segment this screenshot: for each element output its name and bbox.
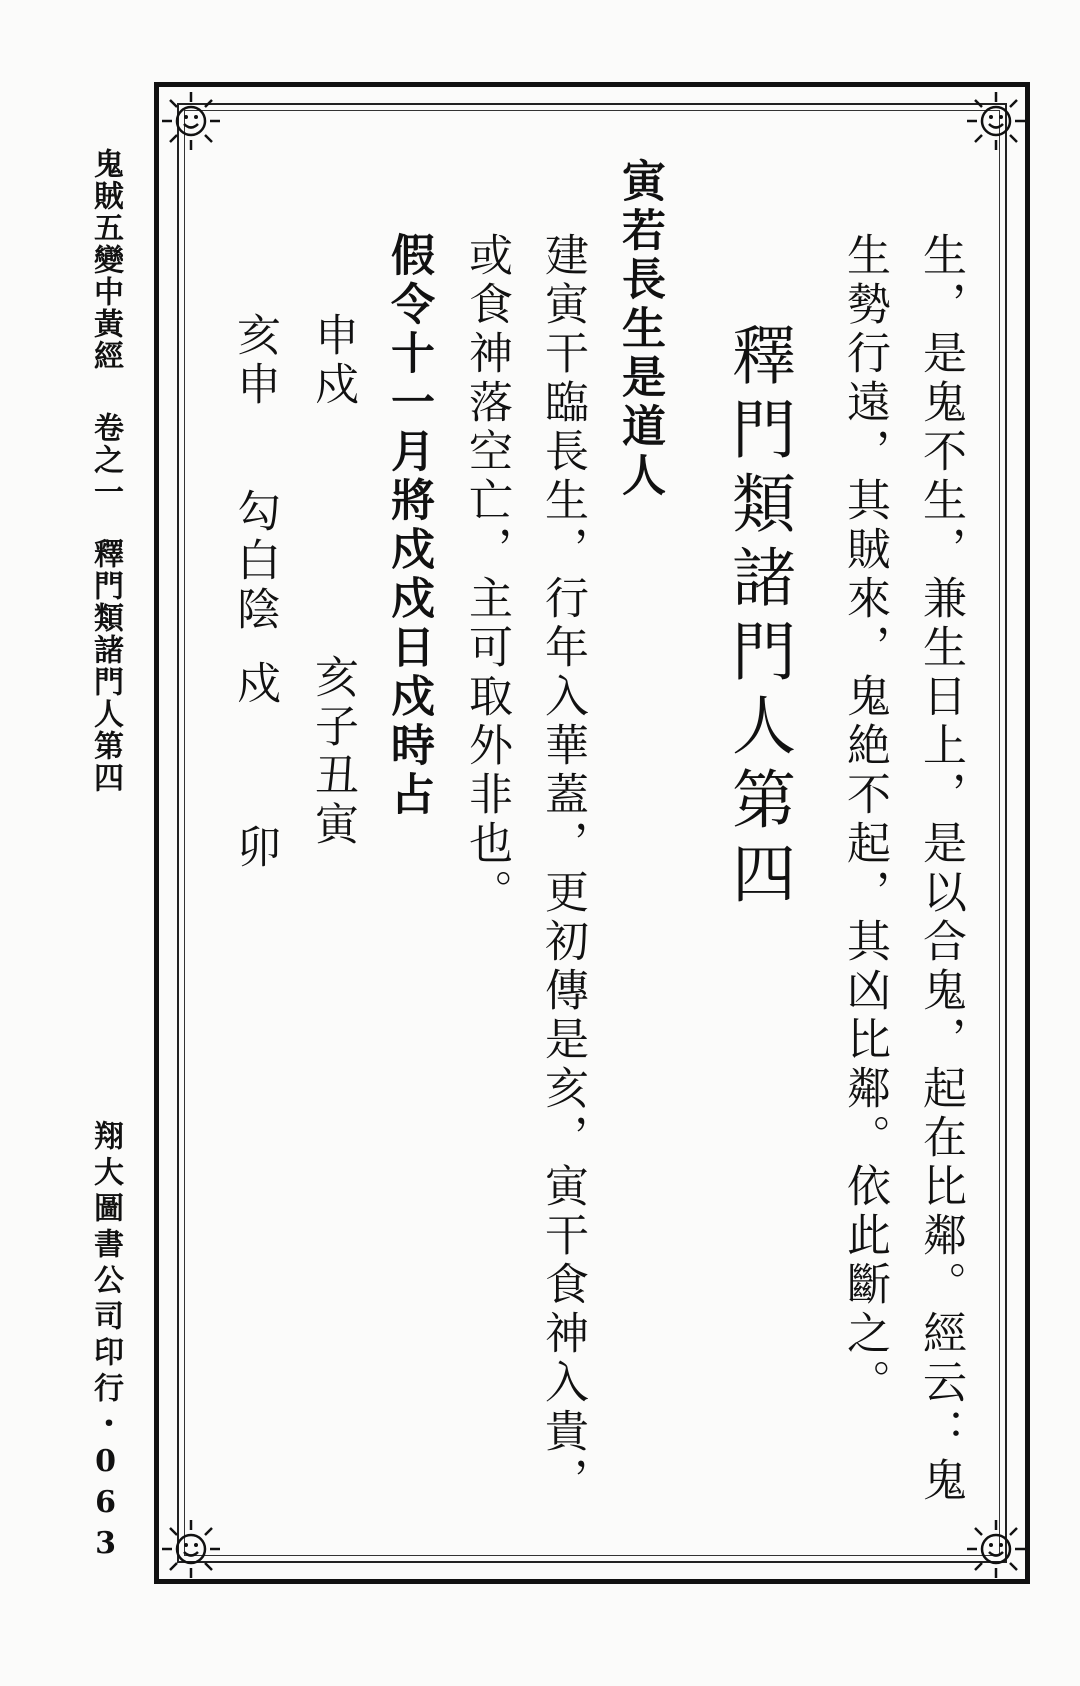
body-column-4: 建寅干臨長生，行年入華蓋，更初傳是亥，寅干食神入貴， [537, 232, 588, 1506]
chart-row-1-a: 申戍 [307, 312, 358, 410]
body-column-2: 生勢行遠，其賊來，鬼絶不起，其凶比鄰。依此斷之。 [839, 232, 890, 1408]
section-subheading: 寅若長生是道人 [614, 158, 665, 501]
body-column-5: 或食神落空亡，主可取外非也。 [461, 232, 512, 918]
body-column-1: 生，是鬼不生，兼生日上，是以合鬼，起在比鄰。經云：鬼 [915, 232, 966, 1506]
chart-row-2-a: 亥申 [229, 312, 280, 410]
margin-volume: 卷之一 [88, 412, 123, 508]
sun-face-icon [965, 1518, 1027, 1580]
chart-row-2-c: 戍 [229, 660, 280, 709]
publisher-page-number: 翔大圖書公司印行・063 [88, 1120, 123, 1567]
margin-header [88, 148, 123, 794]
chart-row-1-b: 亥子丑寅 [307, 654, 358, 850]
sun-face-icon [160, 90, 222, 152]
sun-face-icon [965, 90, 1027, 152]
example-line: 假令十一月將戍戍日戍時占 [383, 232, 434, 820]
sun-face-icon [160, 1518, 222, 1580]
margin-chapter: 釋門類諸門人第四 [88, 538, 123, 794]
margin-book-title: 鬼賊五變中黃經 [88, 148, 123, 372]
section-heading: 釋門類諸門人第四 [721, 322, 795, 914]
chart-row-2-d: 卯 [229, 824, 280, 873]
chart-row-2-b: 勾白陰 [229, 488, 280, 635]
